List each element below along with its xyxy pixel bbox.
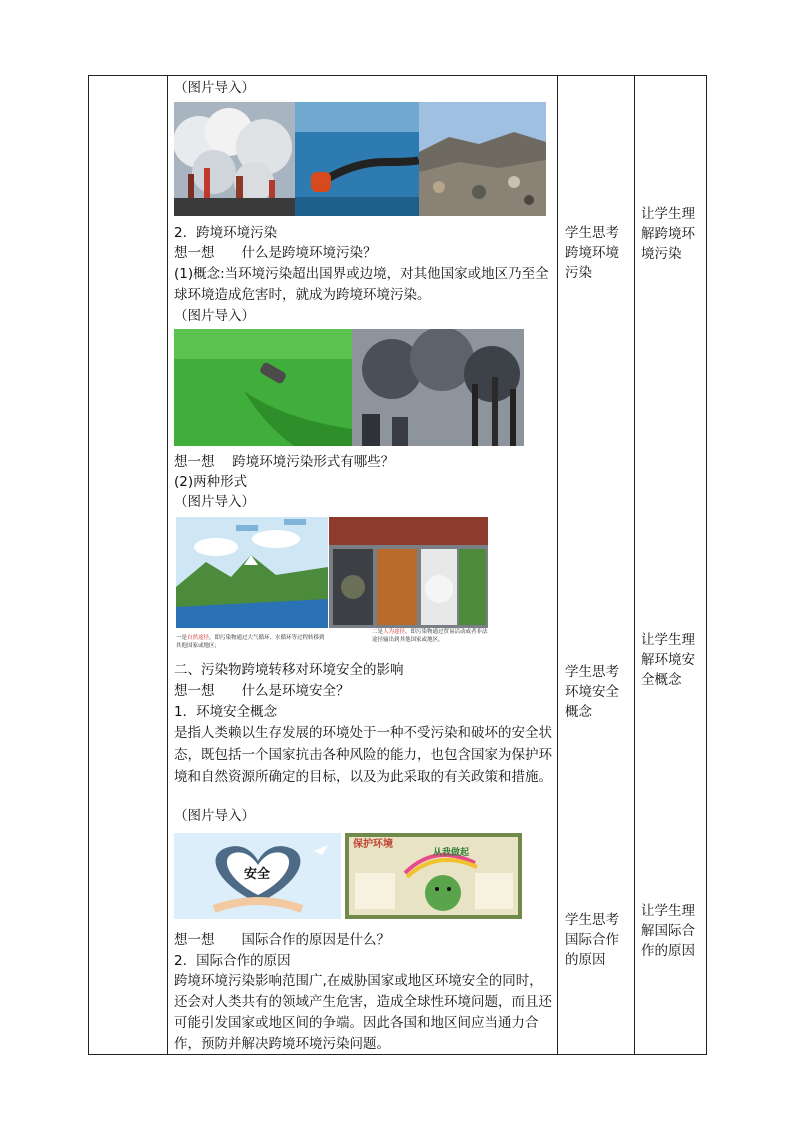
caption-text: 一是 bbox=[176, 635, 188, 641]
industrial-smoke-photo bbox=[352, 329, 524, 446]
sewage-pipe-photo bbox=[295, 102, 419, 216]
image-intro-label: （图片导入） bbox=[174, 494, 255, 510]
student-activity-2: 学生思考环境安全概念 bbox=[565, 664, 619, 720]
safety-heart-photo bbox=[174, 833, 341, 919]
think-question: 想一想 国际合作的原因是什么？ bbox=[174, 932, 390, 948]
algae-boat-photo bbox=[174, 329, 352, 446]
caption-highlight: 自然途径 bbox=[187, 635, 210, 641]
caption-text: ，即污染物通过大气循环、水循环等过程转移到其他国家或地区； bbox=[176, 635, 325, 649]
think-question: 想一想 什么是跨境环境污染？ bbox=[174, 245, 377, 261]
poster-photo bbox=[345, 833, 522, 919]
env-concept-paragraph: 是指人类赖以生存发展的环境处于一种不受污染和破坏的安全状态，既包括一个国家抗击各种风险的能力，也包含国家为保护环境和自然资源所确定的目标，以及为此采取的有关政策和措施。 bbox=[174, 725, 552, 785]
concept-paragraph: (1)概念:当环境污染超出国界或边境，对其他国家或地区乃至全球环境造成危害时，就成为跨境环境污染。 bbox=[174, 266, 549, 303]
section-heading: 2．跨境环境污染 bbox=[174, 225, 278, 241]
smokestack-photo bbox=[174, 102, 295, 216]
image-intro-label: （图片导入） bbox=[174, 808, 255, 824]
caption-text: ，即污染物通过贸易活动或者非法途径输出到其他国家或地区。 bbox=[372, 629, 488, 643]
student-activity-3: 学生思考国际合作的原因 bbox=[565, 912, 619, 968]
image-intro-label: （图片导入） bbox=[174, 308, 255, 324]
think-question: 想一想 什么是环境安全？ bbox=[174, 683, 350, 699]
coop-paragraph: 跨境环境污染影响范围广,在威胁国家或地区环境安全的同时，还会对人类共有的领域产生危害，造成全球性环境问题，而且还可能引发国家或地区间的争端。因此各国和地区间应当通力合作，预防并解决跨境环境污染问题。 bbox=[174, 973, 552, 1052]
image-intro-label: （图片导入） bbox=[174, 80, 255, 96]
sub-heading: 2．国际合作的原因 bbox=[174, 953, 291, 969]
design-intent-2: 让学生理解环境安全概念 bbox=[641, 632, 695, 688]
safety-heart-text: 安全 bbox=[244, 867, 271, 882]
poster-subtitle: 从我做起 bbox=[433, 848, 470, 858]
think-question: 想一想 跨境环境污染形式有哪些？ bbox=[174, 454, 395, 470]
sub-heading: (2)两种形式 bbox=[174, 474, 248, 490]
column-divider bbox=[167, 75, 168, 1055]
student-activity-1: 学生思考跨境环境污染 bbox=[565, 225, 619, 281]
human-route-caption bbox=[372, 628, 488, 644]
shipping-containers-photo bbox=[329, 517, 488, 628]
sub-heading: 1．环境安全概念 bbox=[174, 704, 278, 720]
column-divider bbox=[634, 75, 635, 1055]
natural-route-caption bbox=[176, 634, 326, 650]
design-intent-3: 让学生理解国际合作的原因 bbox=[641, 903, 695, 959]
section-heading: 二、污染物跨境转移对环境安全的影响 bbox=[174, 662, 404, 678]
caption-text: 二是 bbox=[372, 629, 384, 635]
column-divider bbox=[557, 75, 558, 1055]
poster-title: 保护环境 bbox=[353, 839, 393, 850]
caption-highlight: 人为途径 bbox=[383, 629, 406, 635]
garbage-dump-photo bbox=[419, 102, 546, 216]
water-cycle-diagram bbox=[176, 517, 328, 628]
design-intent-1: 让学生理解跨境环境污染 bbox=[641, 206, 695, 262]
